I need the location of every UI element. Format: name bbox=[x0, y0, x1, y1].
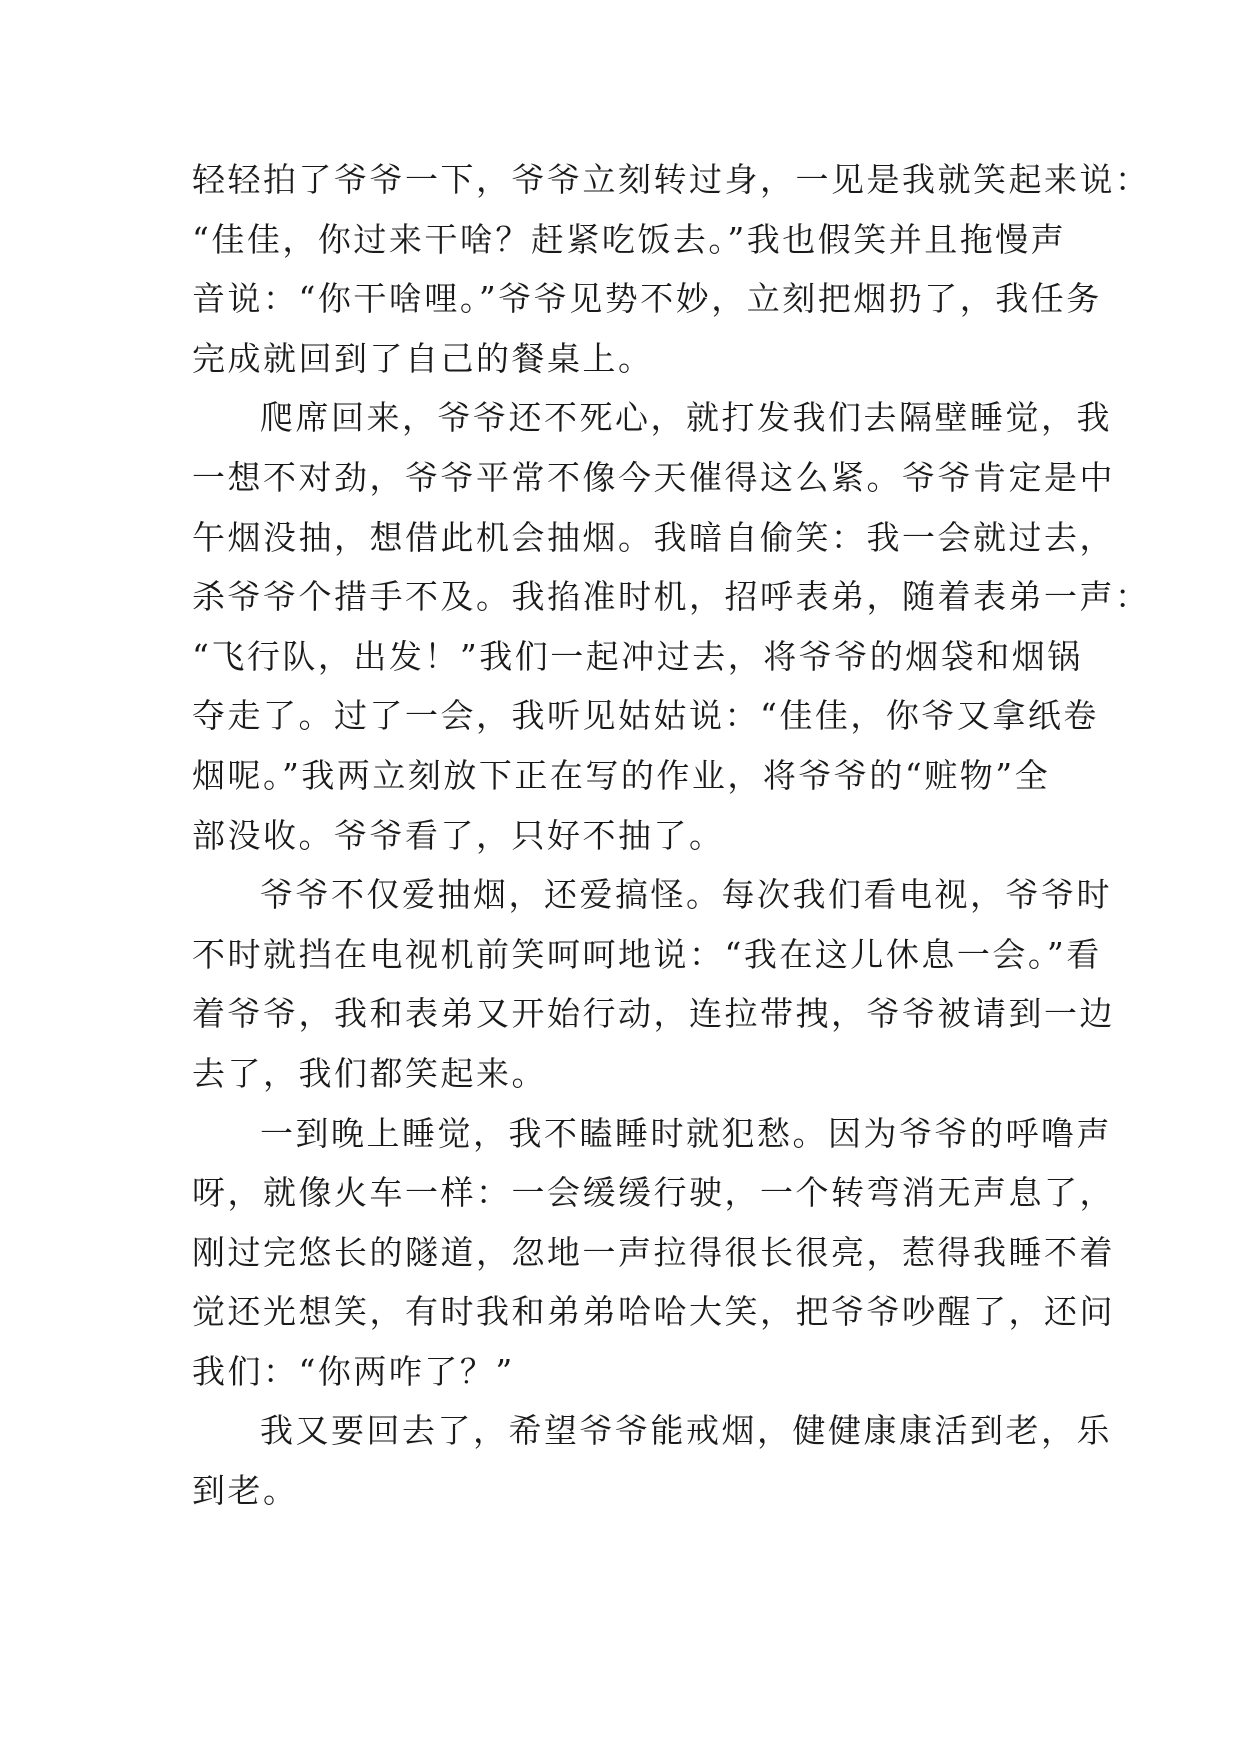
text-line: “飞行队，出发！”我们一起冲过去，将爷爷的烟袋和烟锅 bbox=[192, 636, 1083, 676]
text-line: 去了，我们都笑起来。 bbox=[192, 1053, 547, 1093]
essay-body bbox=[192, 150, 1151, 1521]
text-line: 一到晚上睡觉，我不瞌睡时就犯愁。因为爷爷的呼噜声 bbox=[260, 1113, 1112, 1153]
text-line: 爬席回来，爷爷还不死心，就打发我们去隔壁睡觉，我 bbox=[260, 398, 1112, 438]
text-line: 一想不对劲，爷爷平常不像今天催得这么紧。爷爷肯定是中 bbox=[192, 457, 1115, 497]
text-line: 我们：“你两咋了？” bbox=[192, 1351, 515, 1391]
text-line: 我又要回去了，希望爷爷能戒烟，健健康康活到老，乐 bbox=[260, 1411, 1112, 1451]
text-line: 爷爷不仅爱抽烟，还爱搞怪。每次我们看电视，爷爷时 bbox=[260, 875, 1112, 915]
text-line: 杀爷爷个措手不及。我掐准时机，招呼表弟，随着表弟一声： bbox=[192, 577, 1151, 617]
text-line: 刚过完悠长的隧道，忽地一声拉得很长很亮，惹得我睡不着 bbox=[192, 1232, 1115, 1272]
text-line: “佳佳，你过来干啥？赶紧吃饭去。”我也假笑并且拖慢声 bbox=[192, 219, 1067, 259]
text-line: 烟呢。”我两立刻放下正在写的作业，将爷爷的“赃物”全 bbox=[192, 755, 1051, 795]
text-line: 轻轻拍了爷爷一下，爷爷立刻转过身，一见是我就笑起来说： bbox=[192, 160, 1151, 199]
text-line: 部没收。爷爷看了，只好不抽了。 bbox=[192, 815, 725, 855]
text-line: 觉还光想笑，有时我和弟弟哈哈大笑，把爷爷吵醒了，还问 bbox=[192, 1292, 1115, 1332]
text-line: 着爷爷，我和表弟又开始行动，连拉带拽，爷爷被请到一边 bbox=[192, 994, 1115, 1034]
text-line: 音说：“你干啥哩。”爷爷见势不妙，立刻把烟扔了，我任务 bbox=[192, 279, 1102, 319]
text-line: 完成就回到了自己的餐桌上。 bbox=[192, 338, 654, 378]
text-line: 不时就挡在电视机前笑呵呵地说：“我在这儿休息一会。”看 bbox=[192, 934, 1102, 974]
text-line: 夺走了。过了一会，我听见姑姑说：“佳佳，你爷又拿纸卷 bbox=[192, 696, 1099, 736]
text-line: 呀，就像火车一样：一会缓缓行驶，一个转弯消无声息了， bbox=[192, 1173, 1115, 1213]
text-line: 午烟没抽，想借此机会抽烟。我暗自偷笑：我一会就过去， bbox=[192, 517, 1115, 557]
text-line: 到老。 bbox=[192, 1471, 299, 1511]
